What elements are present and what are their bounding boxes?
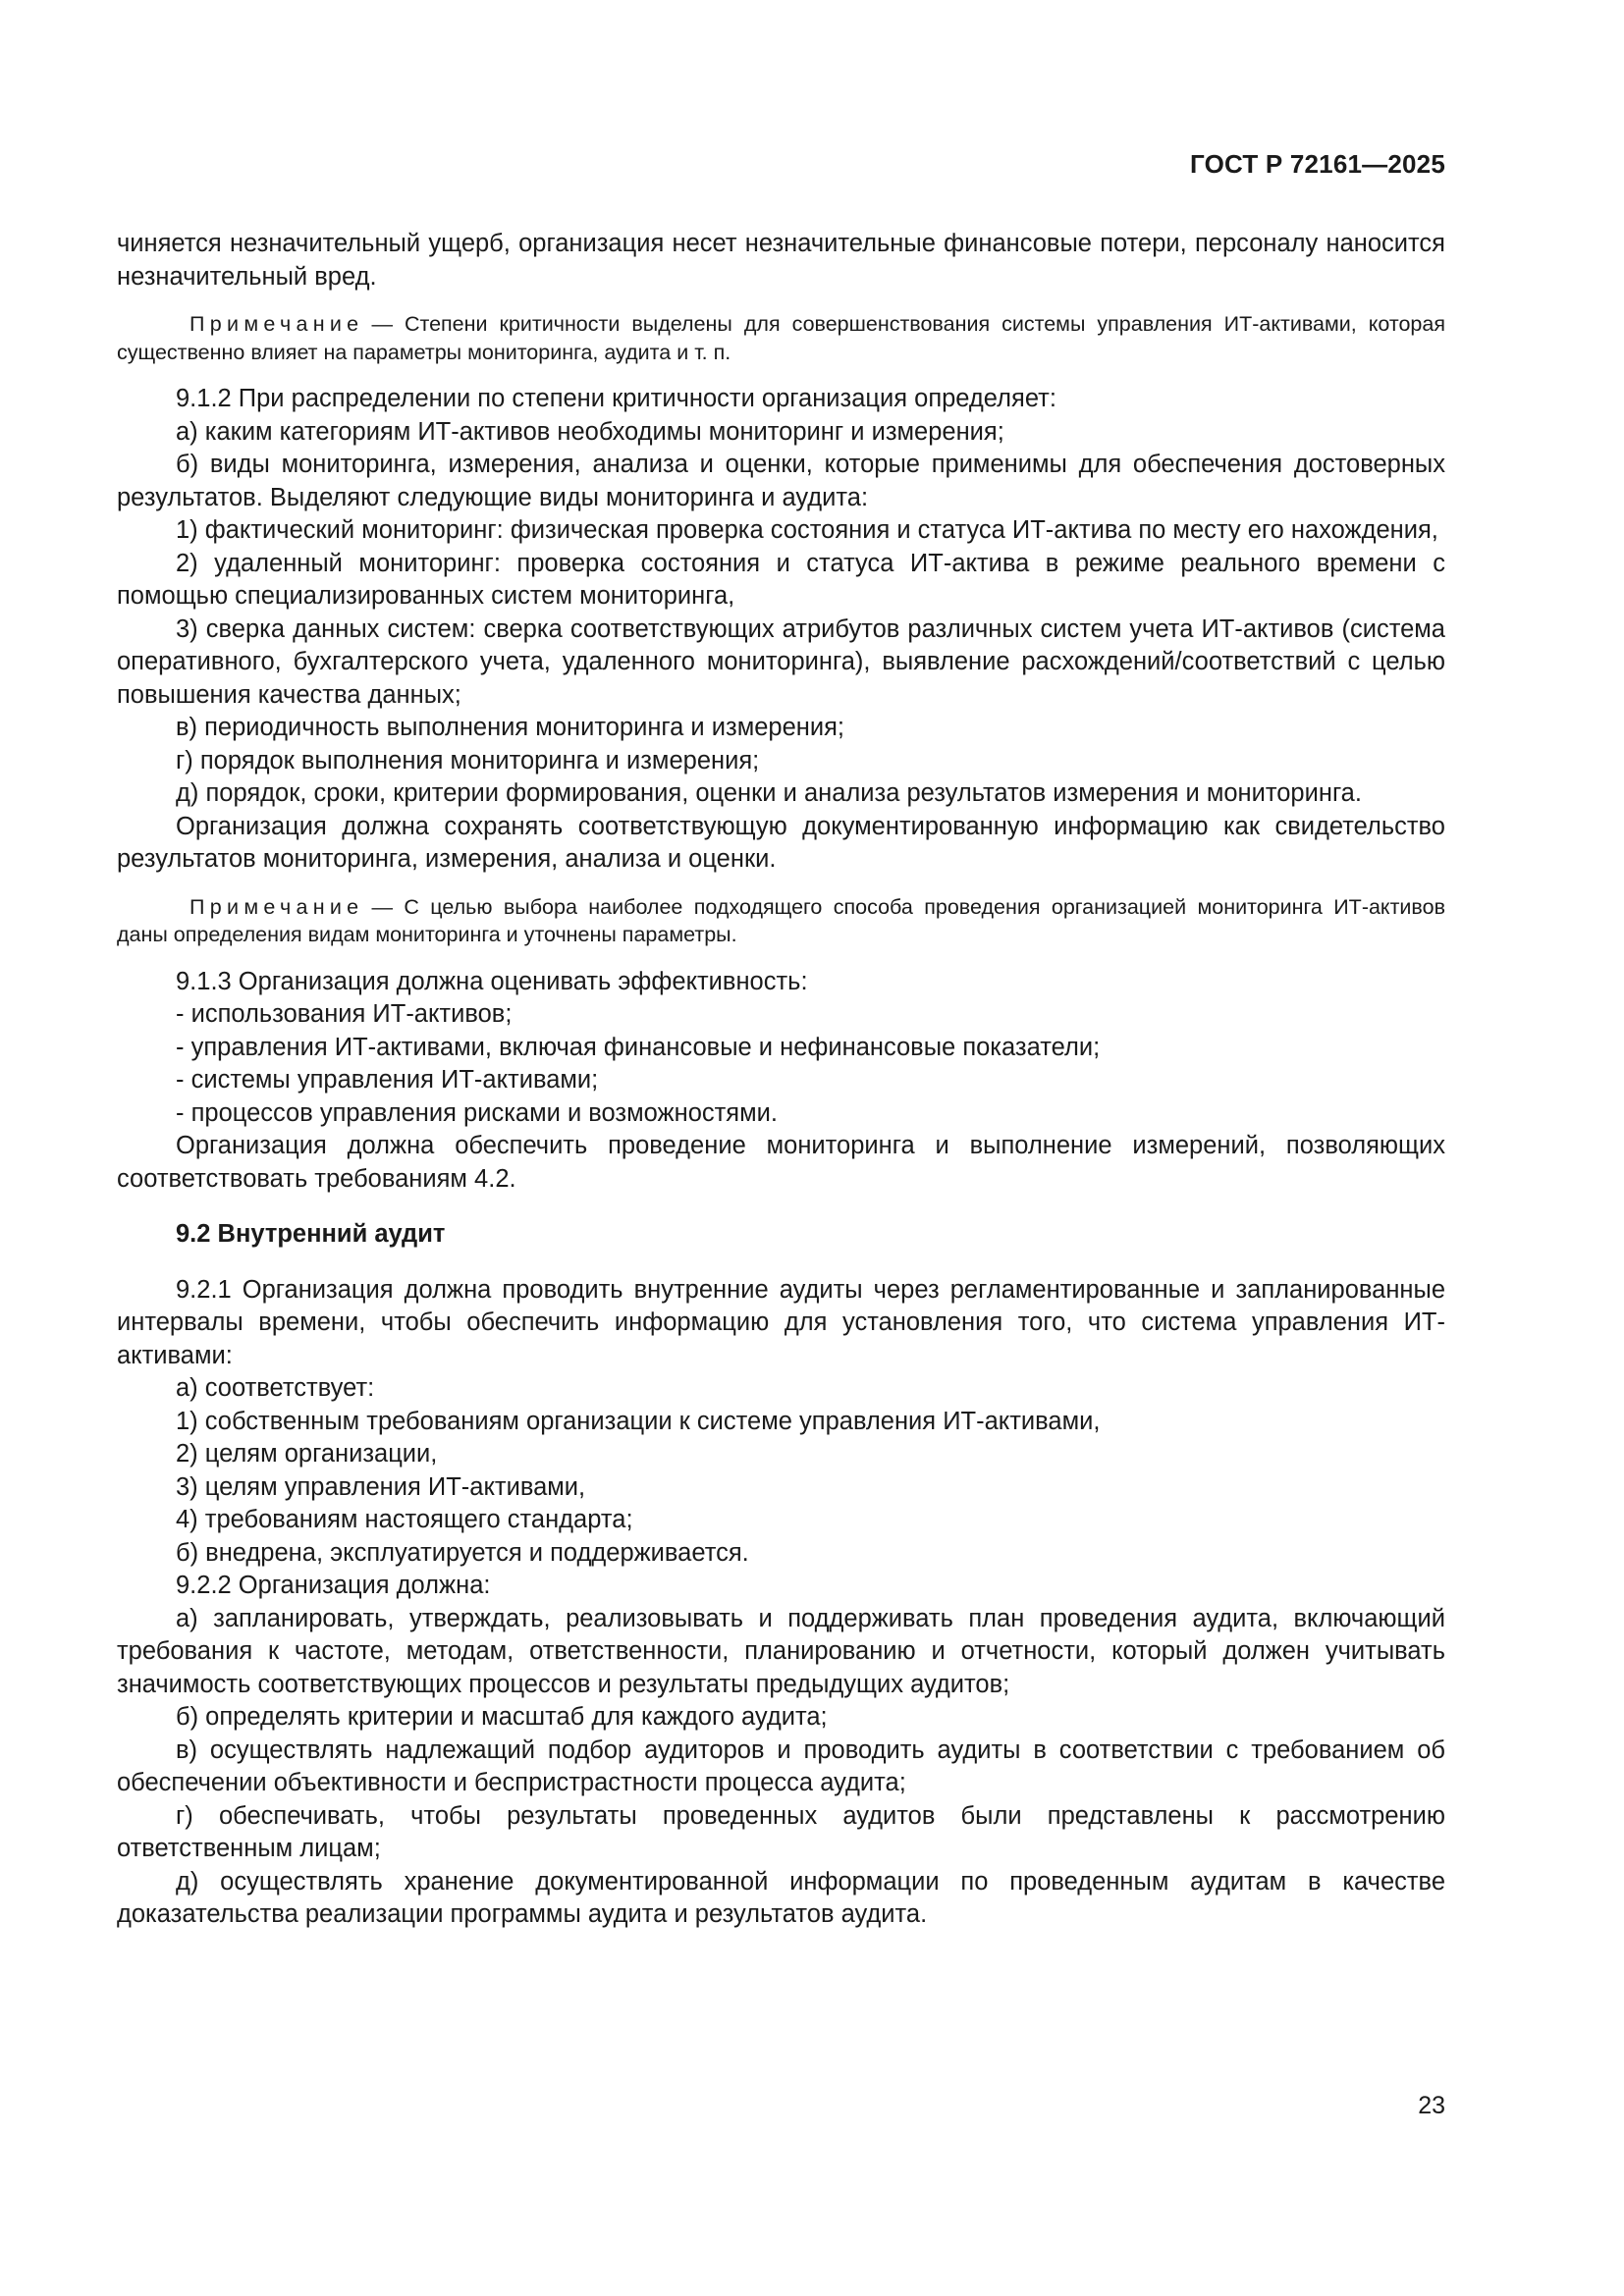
body-paragraph: Организация должна обеспечить проведение мониторинга и выполнение измерений, позволяющих соответствовать требованиям 4.2. (117, 1132, 1445, 1193)
body-paragraph: 4) требованиям настоящего стандарта; (176, 1506, 633, 1533)
note-paragraph (117, 893, 1445, 949)
note-paragraph (117, 310, 1445, 366)
note-label: Примечание (189, 894, 364, 919)
body-paragraph: - использования ИТ-активов; (176, 1000, 513, 1028)
body-paragraph: - системы управления ИТ-активами; (176, 1066, 599, 1094)
body-paragraph: б) определять критерии и масштаб для каждого аудита; (176, 1703, 828, 1731)
body-paragraph: Организация должна сохранять соответствующую документированную информацию как свидетельство результатов мониторинга, измерения, анализа и оценки. (117, 812, 1445, 873)
body-paragraph: б) внедрена, эксплуатируется и поддерживается. (176, 1538, 749, 1567)
body-paragraph: б) виды мониторинга, измерения, анализа и оценки, которые применимы для обеспечения достоверных результатов. Выделяют следующие виды мониторинга и аудита: (117, 451, 1445, 511)
body-paragraph: 3) сверка данных систем: сверка соответствующих атрибутов различных систем учета ИТ-активов (система оперативного, бухгалтерского учета, удаленного мониторинга), выявление расхождений/соответствий с целью повышения качества данных; (117, 614, 1445, 709)
body-paragraph: 9.1.3 Организация должна оценивать эффективность: (176, 967, 808, 995)
body-paragraph: д) осуществлять хранение документированной информации по проведенным аудитам в качестве доказательства реализации программы аудита и результатов аудита. (117, 1867, 1445, 1928)
body-paragraph: в) периодичность выполнения мониторинга и измерения; (176, 714, 844, 741)
note-text: — Степени критичности выделены для совершенствования системы управления ИТ-активами, которая существенно влияет на параметры мониторинга, аудита и т. п. (117, 312, 1445, 364)
body-paragraph: 2) удаленный мониторинг: проверка состояния и статуса ИТ-актива в режиме реального времени с помощью специализированных систем мониторинга, (117, 549, 1445, 610)
body-paragraph: а) соответствует: (176, 1374, 375, 1402)
note-text: — С целью выбора наиболее подходящего способа проведения организацией мониторинга ИТ-активов даны определения видам мониторинга и уточнены параметры. (117, 894, 1445, 946)
body-paragraph: 1) собственным требованиям организации к системе управления ИТ-активами, (176, 1407, 1101, 1435)
body-paragraph: 3) целям управления ИТ-активами, (176, 1472, 586, 1501)
body-paragraph: 9.2.1 Организация должна проводить внутренние аудиты через регламентированные и запланированные интервалы времени, чтобы обеспечить информацию для установления того, что система управления ИТ-активами: (117, 1275, 1445, 1369)
body-paragraph: а) запланировать, утверждать, реализовывать и поддерживать план проведения аудита, включающий требования к частоте, методам, ответственности, планированию и отчетности, который должен учитывать значимость соответствующих процессов и результаты предыдущих аудитов; (117, 1604, 1445, 1698)
note-label: Примечание (189, 312, 364, 336)
body-paragraph: а) каким категориям ИТ-активов необходимы мониторинг и измерения; (176, 417, 1004, 446)
document-code: ГОСТ Р 72161—2025 (1190, 149, 1445, 179)
body-paragraph: 1) фактический мониторинг: физическая проверка состояния и статуса ИТ-актива по месту его нахождения, (176, 516, 1438, 544)
page-number: 23 (1418, 2092, 1445, 2119)
body-paragraph: г) обеспечивать, чтобы результаты проведенных аудитов были представлены к рассмотрению ответственным лицам; (117, 1801, 1445, 1862)
body-paragraph: г) порядок выполнения мониторинга и измерения; (176, 746, 760, 774)
section-heading: 9.2 Внутренний аудит (176, 1220, 446, 1248)
page-body (117, 228, 1445, 1932)
body-paragraph: 9.2.2 Организация должна: (176, 1572, 491, 1599)
body-paragraph: - управления ИТ-активами, включая финансовые и нефинансовые показатели; (176, 1033, 1101, 1061)
body-paragraph: 9.1.2 При распределении по степени критичности организация определяет: (176, 385, 1056, 412)
body-paragraph: 2) целям организации, (176, 1440, 438, 1468)
body-paragraph: д) порядок, сроки, критерии формирования, оценки и анализа результатов измерения и мониторинга. (176, 779, 1362, 807)
body-paragraph: в) осуществлять надлежащий подбор аудиторов и проводить аудиты в соответствии с требованием об обеспечении объективности и беспристрастности процесса аудита; (117, 1735, 1445, 1796)
body-paragraph: - процессов управления рисками и возможностями. (176, 1098, 778, 1127)
body-paragraph: чиняется незначительный ущерб, организация несет незначительные финансовые потери, персоналу наносится незначительный вред. (117, 230, 1445, 291)
